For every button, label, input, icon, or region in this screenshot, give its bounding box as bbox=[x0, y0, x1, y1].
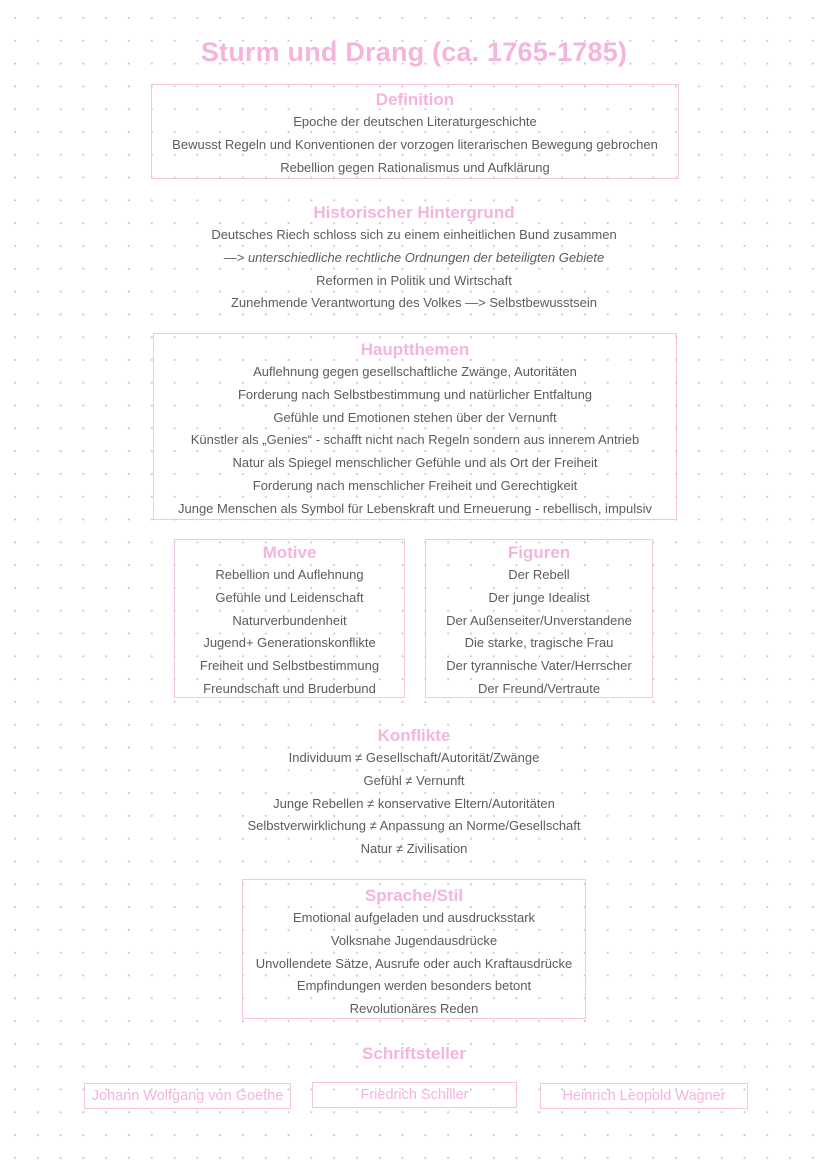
historischer-hintergrund-section bbox=[100, 202, 728, 315]
konflikte-heading: Konflikte bbox=[377, 726, 451, 745]
schriftsteller-heading: Schriftsteller bbox=[362, 1044, 466, 1063]
style-line: Revolutionäres Reden bbox=[349, 1001, 479, 1017]
motive-line: Freiheit und Selbstbestimmung bbox=[199, 658, 380, 674]
history-line: Deutsches Riech schloss sich zu einem einheitlichen Bund zusammen bbox=[211, 227, 617, 242]
theme-line: Auflehnung gegen gesellschaftliche Zwänge, Autoritäten bbox=[253, 364, 577, 379]
figure-line: Der junge Idealist bbox=[488, 589, 590, 605]
motive-heading: Motive bbox=[262, 543, 317, 562]
hauptthemen-heading: Hauptthemen bbox=[360, 340, 470, 359]
conflict-line: Natur ≠ Zivilisation bbox=[360, 841, 468, 857]
figure-line: Der tyrannische Vater/Herrscher bbox=[446, 658, 632, 674]
style-line: Unvollendete Sätze, Ausrufe oder auch Kraftausdrücke bbox=[255, 955, 573, 971]
motive-section bbox=[174, 542, 405, 701]
figure-line: Der Außenseiter/Unverstandene bbox=[446, 612, 632, 628]
writer-wagner: Heinrich Leopold Wagner bbox=[540, 1083, 748, 1109]
conflict-line: Junge Rebellen ≠ konservative Eltern/Autoritäten bbox=[273, 795, 555, 811]
definition-heading: Definition bbox=[375, 90, 455, 109]
history-line-consequence: —> unterschiedliche rechtliche Ordnungen der beteiligten Gebiete bbox=[223, 249, 605, 265]
motive-line: Jugend+ Generationskonflikte bbox=[203, 635, 376, 651]
history-line: Zunehmende Verantwortung des Volkes —> Selbstbewusstsein bbox=[230, 295, 598, 311]
conflict-line: Individuum ≠ Gesellschaft/Autorität/Zwänge bbox=[288, 750, 540, 765]
conflict-line: Selbstverwirklichung ≠ Anpassung an Norme/Gesellschaft bbox=[247, 818, 581, 834]
history-line: Reformen in Politik und Wirtschaft bbox=[316, 272, 512, 288]
style-line: Emotional aufgeladen und ausdrucksstark bbox=[292, 910, 536, 925]
motive-line: Freundschaft und Bruderbund bbox=[203, 680, 376, 696]
theme-line: Gefühle und Emotionen stehen über der Vernunft bbox=[273, 409, 557, 425]
style-line: Volksnahe Jugendausdrücke bbox=[330, 932, 498, 948]
figure-line: Der Rebell bbox=[508, 567, 570, 582]
figure-line: Die starke, tragische Frau bbox=[464, 635, 614, 651]
konflikte-section bbox=[164, 725, 664, 861]
historischer-hintergrund-heading: Historischer Hintergrund bbox=[313, 203, 515, 222]
motive-line: Rebellion und Auflehnung bbox=[215, 567, 364, 582]
definition-line: Epoche der deutschen Literaturgeschichte bbox=[293, 114, 537, 129]
figuren-section bbox=[425, 542, 653, 701]
theme-line: Künstler als „Genies“ - schafft nicht nach Regeln sondern aus innerem Antrieb bbox=[190, 432, 640, 448]
motive-line: Gefühle und Leidenschaft bbox=[215, 589, 364, 605]
sprache-stil-section bbox=[242, 885, 586, 1021]
page-title: Sturm und Drang (ca. 1765-1785) bbox=[200, 37, 628, 67]
figure-line: Der Freund/Vertraute bbox=[477, 680, 601, 696]
theme-line: Forderung nach Selbstbestimmung und natürlicher Entfaltung bbox=[237, 386, 593, 402]
sprache-stil-heading: Sprache/Stil bbox=[364, 886, 464, 905]
conflict-line: Gefühl ≠ Vernunft bbox=[363, 772, 465, 788]
motive-line: Naturverbundenheit bbox=[232, 612, 347, 628]
hauptthemen-section bbox=[153, 339, 677, 521]
theme-line: Junge Menschen als Symbol für Lebenskraft und Erneuerung - rebellisch, impulsiv bbox=[177, 500, 653, 516]
figuren-heading: Figuren bbox=[507, 543, 571, 562]
definition-line: Bewusst Regeln und Konventionen der vorzogen literarischen Bewegung gebrochen bbox=[172, 136, 658, 152]
definition-section bbox=[151, 89, 679, 179]
writer-schiller: Friedrich Schiller bbox=[312, 1082, 517, 1108]
style-line: Empfindungen werden besonders betont bbox=[296, 978, 532, 994]
theme-line: Natur als Spiegel menschlicher Gefühle und als Ort der Freiheit bbox=[232, 455, 598, 471]
writer-goethe: Johann Wolfgang von Goethe bbox=[84, 1083, 291, 1109]
definition-line: Rebellion gegen Rationalismus und Aufklärung bbox=[280, 159, 550, 175]
schriftsteller-section bbox=[214, 1043, 614, 1065]
theme-line: Forderung nach menschlicher Freiheit und Gerechtigkeit bbox=[252, 477, 578, 493]
